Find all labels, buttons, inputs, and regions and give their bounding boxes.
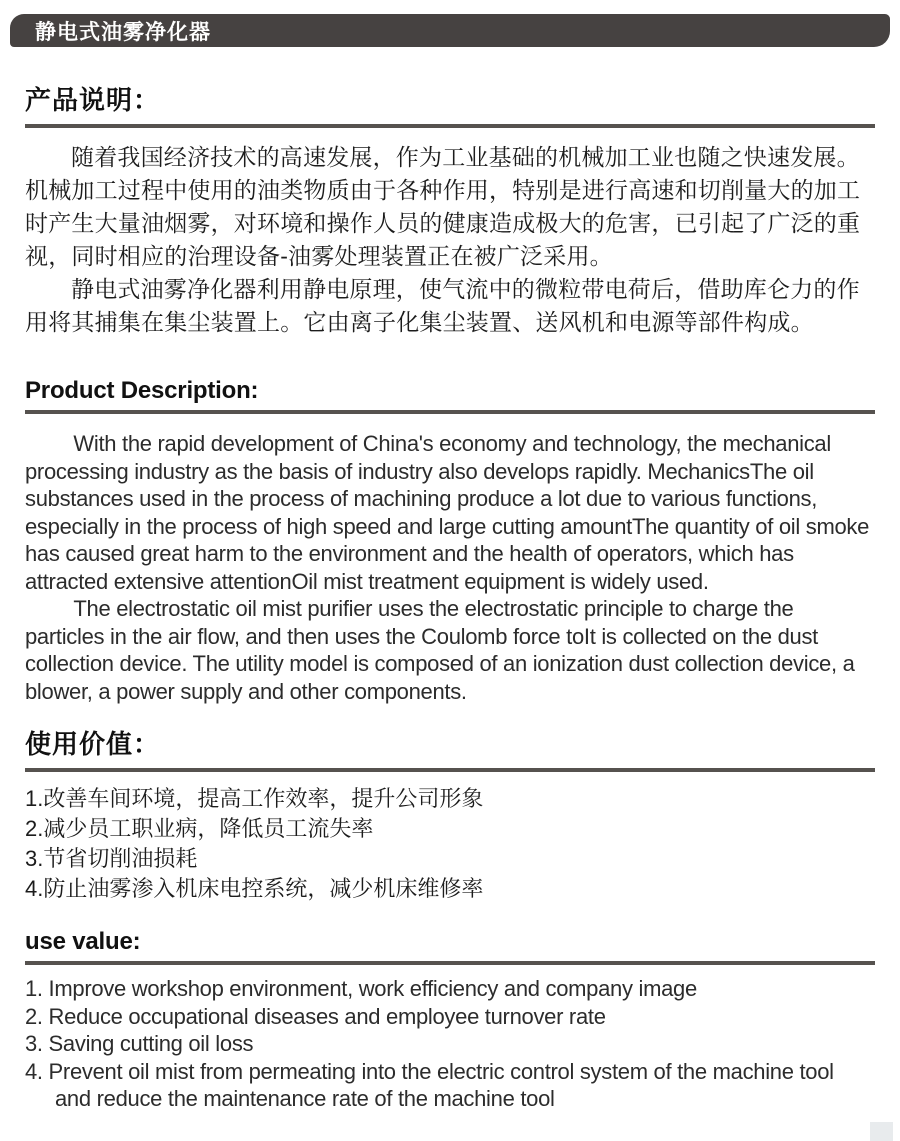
section-heading-use-value-cn: 使用价值：	[25, 724, 875, 772]
use-value-list-cn	[25, 784, 875, 904]
use-value-en-item-4: 4. Prevent oil mist from permeating into the electric control system of the machine tool and reduce the maintenance rate of the machine tool	[25, 1058, 834, 1111]
page-title: 静电式油雾净化器	[35, 20, 211, 44]
section-heading-product-desc-en: Product Description:	[25, 377, 875, 414]
section-heading-product-desc-cn: 产品说明：	[25, 80, 875, 128]
use-value-en-item-2: 2. Reduce occupational diseases and employee turnover rate	[25, 1003, 606, 1029]
page-content	[25, 80, 875, 1113]
scrollbar-corner	[870, 1122, 893, 1141]
section-heading-use-value-en: use value:	[25, 928, 875, 965]
use-value-cn-item-2: 2.减少员工职业病，降低员工流失率	[25, 816, 374, 841]
use-value-cn-item-4: 4.防止油雾渗入机床电控系统，减少机床维修率	[25, 876, 484, 901]
paragraph-product-desc-en-1: With the rapid development of China's economy and technology, the mechanical processing industry as the basis of industry also develops rapidly. MechanicsThe oil substances used in the process of machining produce a lot due to various functions, especially in the process of high speed and large cutting amountThe quantity of oil smoke has caused great harm to the environment and the health of operators, which has attracted extensive attentionOil mist treatment equipment is widely used.	[25, 431, 870, 594]
use-value-list-en	[25, 975, 875, 1113]
paragraph-product-desc-en-2: The electrostatic oil mist purifier uses the electrostatic principle to charge the particles in the air flow, and then uses the Coulomb force toIt is collected on the dust collection device. The utility model is composed of an ionization dust collection device, a blower, a power supply and other components.	[25, 596, 855, 704]
use-value-en-item-1: 1. Improve workshop environment, work efficiency and company image	[25, 976, 697, 1001]
paragraph-product-desc-cn-1: 随着我国经济技术的高速发展，作为工业基础的机械加工业也随之快速发展。机械加工过程中使用的油类物质由于各种作用，特别是进行高速和切削量大的加工时产生大量油烟雾，对环境和操作人员的健康造成极大的危害，已引起了广泛的重视，同时相应的治理设备-油雾处理装置正在被广泛采用。	[25, 144, 861, 269]
paragraph-product-desc-cn-2: 静电式油雾净化器利用静电原理，使气流中的微粒带电荷后，借助库仑力的作用将其捕集在集尘装置上。它由离子化集尘装置、送风机和电源等部件构成。	[25, 276, 860, 335]
use-value-en-item-3: 3. Saving cutting oil loss	[25, 1031, 254, 1056]
use-value-cn-item-3: 3.节省切削油损耗	[25, 846, 198, 871]
use-value-cn-item-1: 1.改善车间环境，提高工作效率，提升公司形象	[25, 786, 484, 811]
page-title-bar	[10, 14, 890, 47]
